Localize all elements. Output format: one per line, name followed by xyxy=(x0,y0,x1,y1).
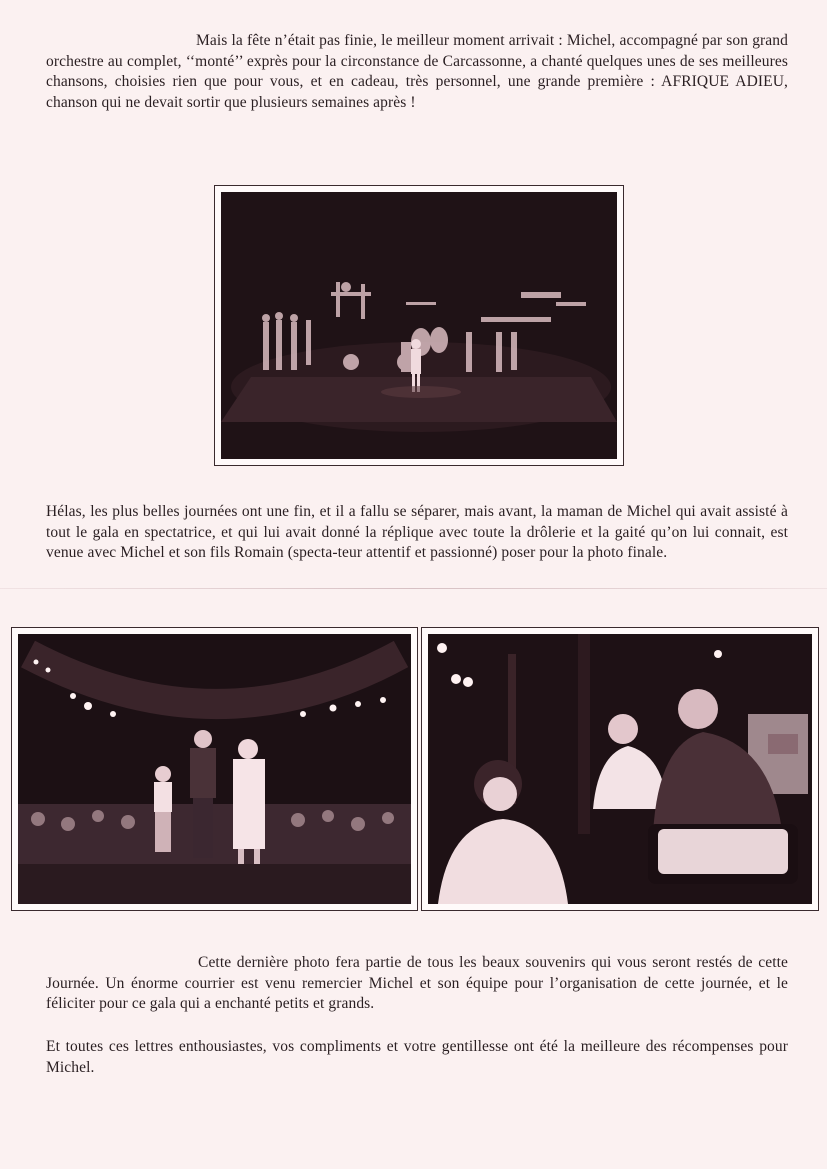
concert-stage-photo xyxy=(221,192,617,459)
family-on-stage-photo xyxy=(18,634,411,904)
paragraph-farewell: Hélas, les plus belles journées ont une fin, et il a fallu se séparer, mais avant, la maman de Michel qui avait assisté à tout le gala en spectatrice, et qui lui avait donné la réplique avec toute la drôlerie et la gaité qu’on lui connait, est venue avec Michel et son fils Romain (specta-teur attentif et passionné) poser pour la photo finale. xyxy=(46,503,788,561)
family-on-stage-photo-frame xyxy=(11,627,418,911)
interview-photo xyxy=(428,634,812,904)
concert-stage-photo-frame xyxy=(214,185,624,466)
paragraph-concert: Mais la fête n’était pas finie, le meilleur moment arrivait : Michel, accompagné par son grand orchestre au complet, ‘‘monté’’ exprès pour la circonstance de Carcassonne, a chanté quelques unes de ses meilleures chansons, choisies rien que pour vous, et en cadeau, très personnel, une grande première : AFRIQUE ADIEU, chanson qui ne devait sortir que plusieurs semaines après ! xyxy=(46,32,788,111)
paragraph-letters: Et toutes ces lettres enthousiastes, vos compliments et votre gentillesse ont été la meilleure des récompenses pour Michel. xyxy=(46,1038,788,1076)
paper-fold-line xyxy=(0,588,827,589)
interview-photo-frame xyxy=(421,627,819,911)
paragraph-memories: Cette dernière photo fera partie de tous les beaux souvenirs qui vous seront restés de cette Journée. Un énorme courrier est venu remercier Michel et son équipe pour l’organisation de cette journée, et le féliciter pour ce gala qui a enchanté petits et grands. xyxy=(46,954,788,1012)
